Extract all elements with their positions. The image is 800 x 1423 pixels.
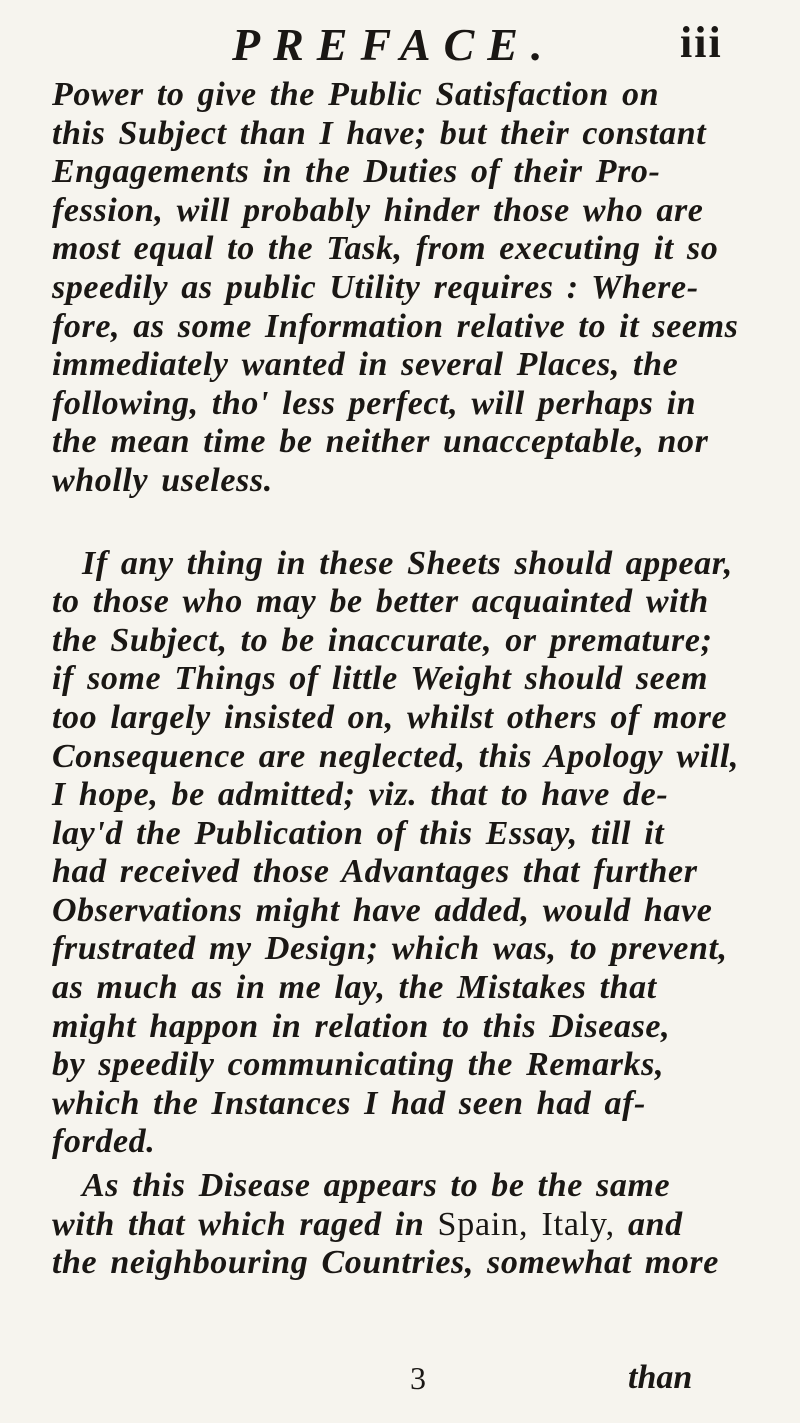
text-line: this Subject than I have; but their constant <box>52 114 707 152</box>
text-line: by speedily communicating the Remarks, <box>52 1046 665 1084</box>
text-line: most equal to the Task, from executing it so <box>52 230 719 268</box>
text-line: I hope, be admitted; viz. that to have de- <box>52 776 669 814</box>
text-line: Engagements in the Duties of their Pro- <box>52 153 661 191</box>
text-line: Consequence are neglected, this Apology will, <box>52 737 739 775</box>
text-line: Power to give the Public Satisfaction on <box>52 76 660 113</box>
text-segment: and <box>614 1205 683 1243</box>
signature-mark: 3 <box>410 1360 426 1396</box>
text-line: might happon in relation to this Disease, <box>52 1007 671 1045</box>
text-line: fession, will probably hinder those who are <box>52 191 704 229</box>
text-line: as much as in me lay, the Mistakes that <box>52 969 657 1007</box>
paragraph-3 <box>52 1167 767 1283</box>
page-number: iii <box>680 18 723 67</box>
header-title: PREFACE. <box>232 19 556 70</box>
text-line: if some Things of little Weight should seem <box>52 660 709 698</box>
text-line: the Subject, to be inaccurate, or premature; <box>52 621 713 659</box>
text-line: the mean time be neither unacceptable, nor <box>52 423 709 461</box>
text-line: Observations might have added, would have <box>52 891 713 929</box>
place-names: Spain, Italy, <box>437 1205 615 1243</box>
text-segment: with that which raged in <box>52 1205 438 1243</box>
text-line: the neighbouring Countries, somewhat more <box>52 1244 719 1282</box>
text-line: immediately wanted in several Places, the <box>52 346 679 384</box>
text-line: had received those Advantages that further <box>52 853 698 891</box>
text-line: which the Instances I had seen had af- <box>52 1084 646 1122</box>
paragraph-2 <box>52 545 767 1163</box>
text-line: to those who may be better acquainted with <box>52 583 709 621</box>
text-line: speedily as public Utility requires : Where- <box>52 268 699 306</box>
text-line: following, tho' less perfect, will perhaps in <box>52 384 697 422</box>
text-line: If any thing in these Sheets should appear, <box>82 544 733 582</box>
running-header <box>0 10 800 74</box>
text-line: fore, as some Information relative to it seems <box>52 307 739 345</box>
text-line: wholly useless. <box>52 461 273 499</box>
text-line: forded. <box>52 1123 156 1161</box>
paragraph-gap <box>52 501 767 545</box>
paragraph-1 <box>52 76 767 501</box>
text-line: too largely insisted on, whilst others of more <box>52 698 728 736</box>
text-line <box>52 1206 767 1245</box>
text-line: As this Disease appears to be the same <box>82 1167 671 1205</box>
body-text <box>52 76 767 1283</box>
text-line: lay'd the Publication of this Essay, till it <box>52 814 665 852</box>
text-line: frustrated my Design; which was, to prevent, <box>52 930 728 968</box>
catchword: than <box>628 1359 693 1396</box>
